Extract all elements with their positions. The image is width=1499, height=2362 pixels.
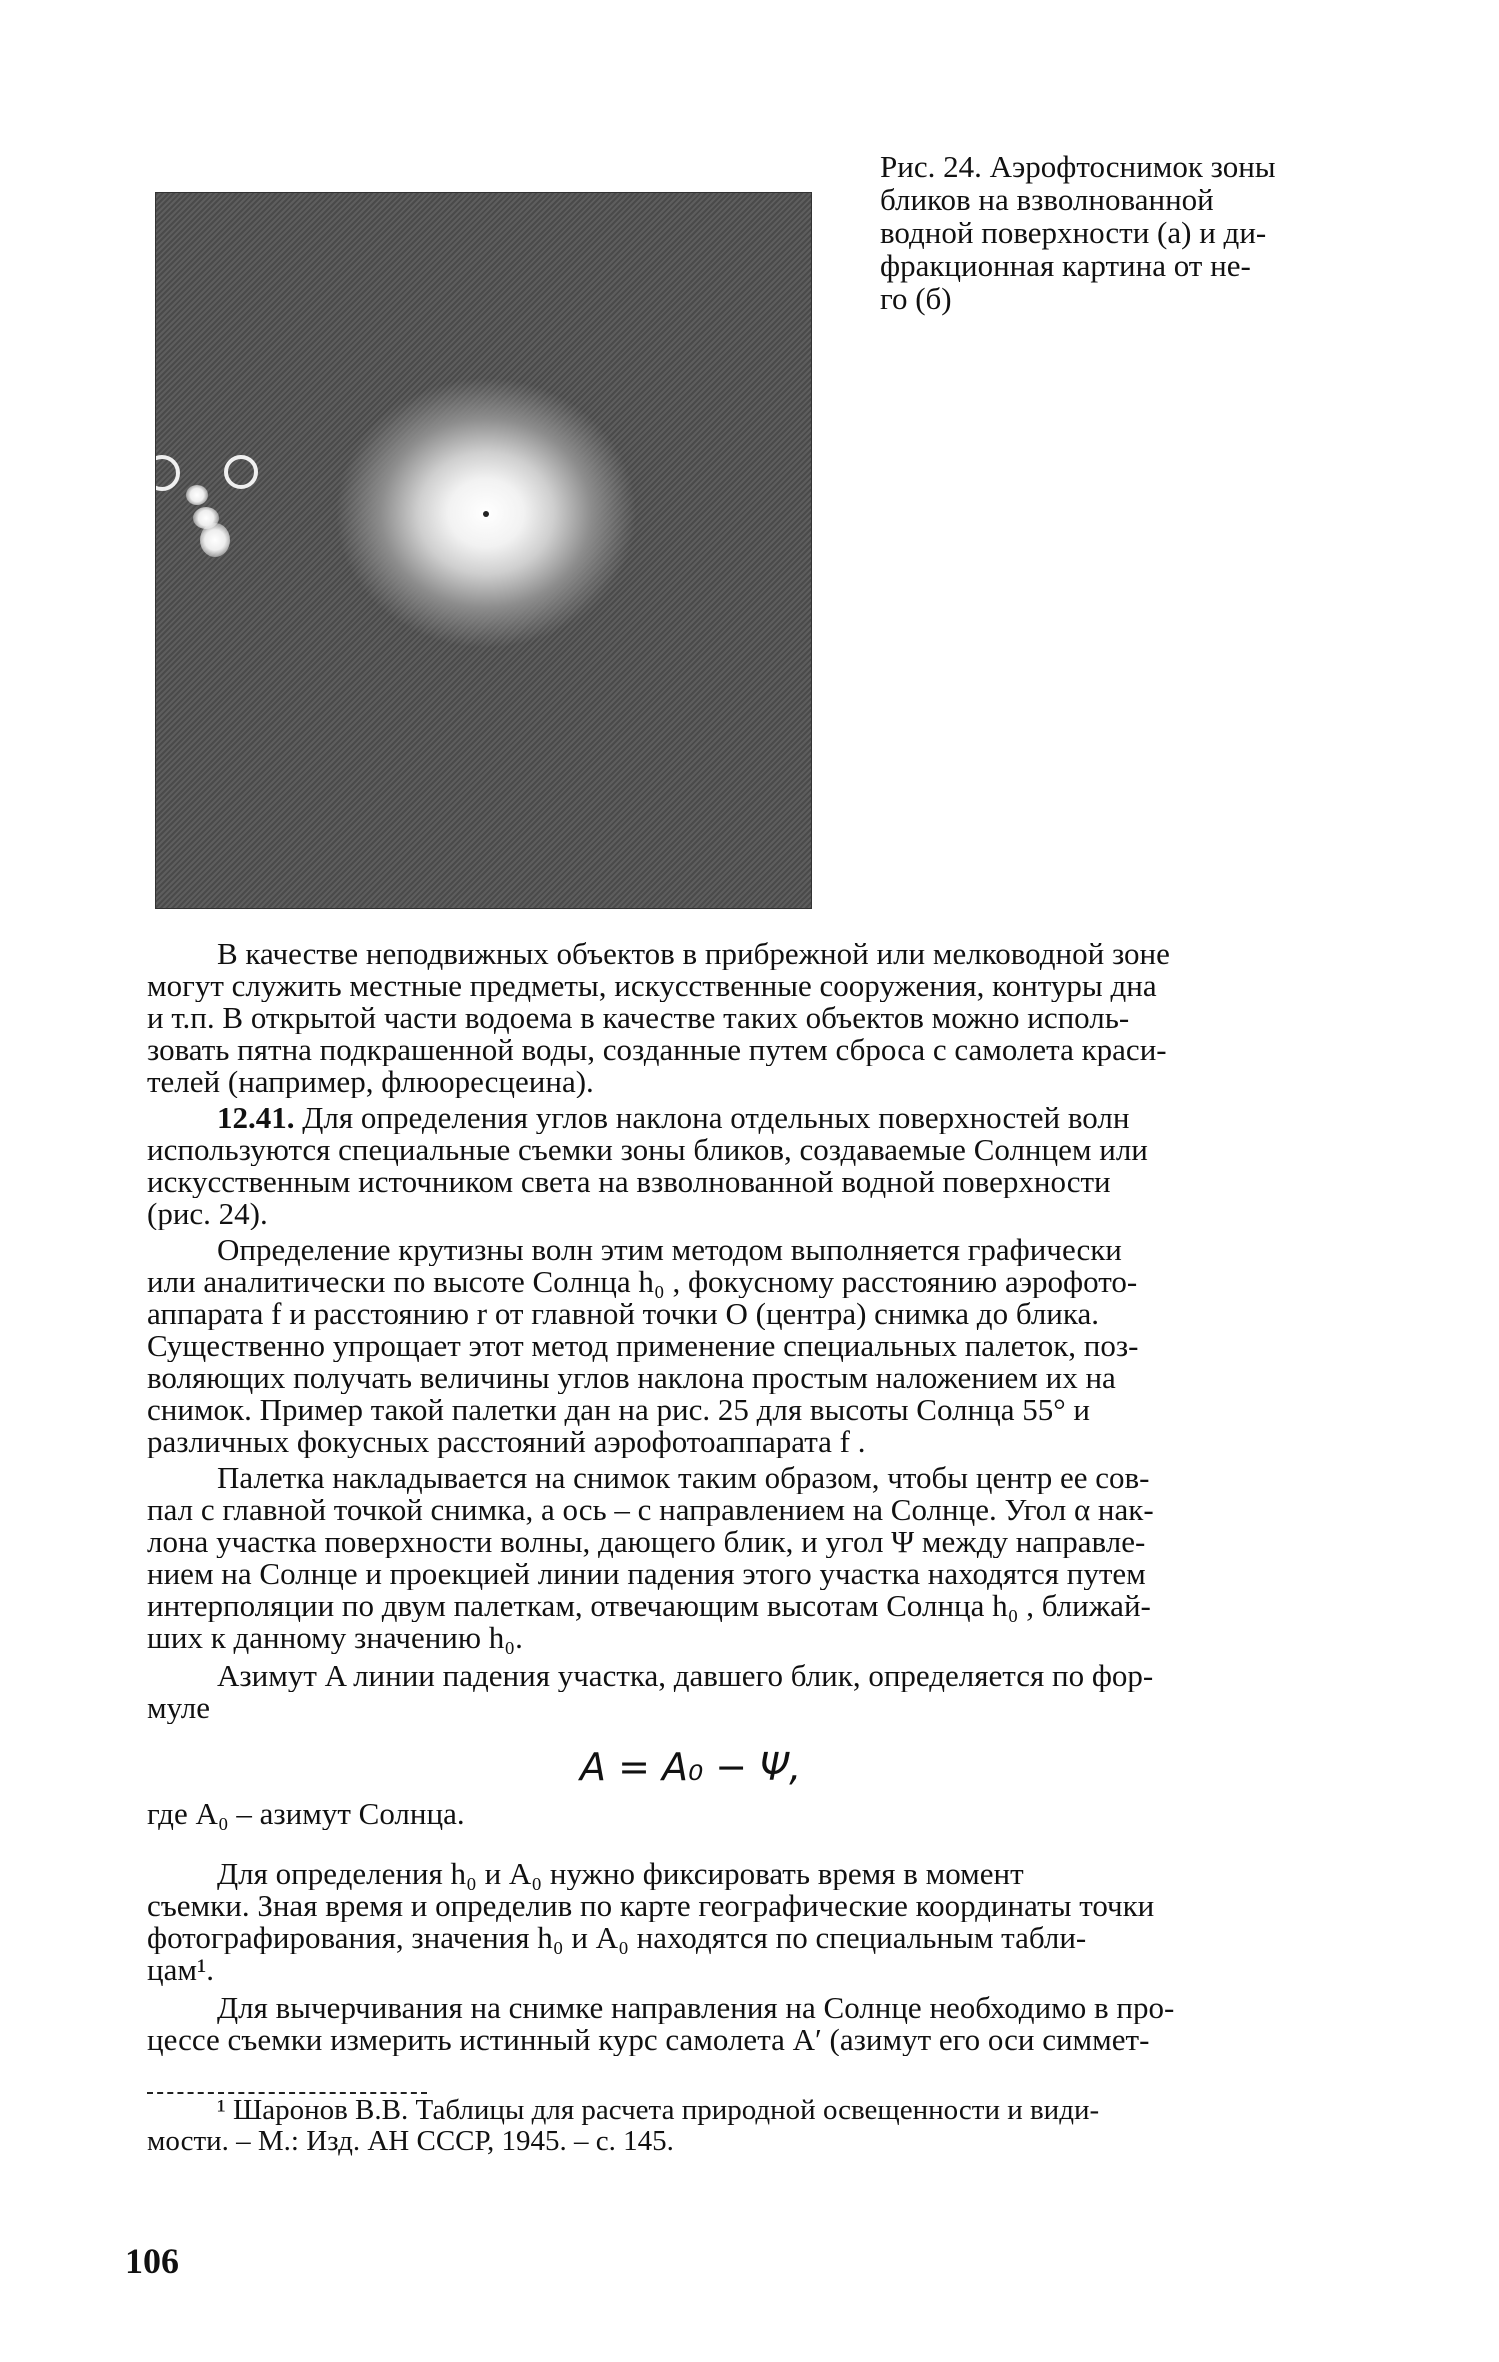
text-line: Палетка накладывается на снимок таким образом, чтобы центр ее сов- [217,1462,1150,1494]
paragraph-12-41 [147,1102,1360,1230]
text-line: Для определения h₀ и A₀ нужно фиксировать время в момент [217,1858,1024,1890]
photo-center-point [483,511,489,517]
caption-line: водной поверхности (а) и ди- [880,215,1267,250]
paragraph-course [147,1992,1360,2056]
page-number: 106 [125,2241,179,2281]
text-line: Существенно упрощает этот метод применение специальных палеток, поз- [147,1330,1139,1362]
section-number: 12.41. [217,1102,295,1134]
text-line: цам¹. [147,1954,215,1986]
footnote-line: мости. – М.: Изд. АН СССР, 1945. – с. 145. [147,2126,674,2157]
text-line: могут служить местные предметы, искусственные сооружения, контуры дна [147,970,1157,1002]
text-line: интерполяции по двум палеткам, отвечающим высотам Солнца h₀ , ближай- [147,1590,1151,1622]
text-line: Азимут A линии падения участка, давшего блик, определяется по фор- [217,1660,1154,1692]
paragraph-time [147,1858,1360,1986]
glare-speck [186,485,208,505]
paragraph-azimuth [147,1660,1360,1724]
text-line: воляющих получать величины углов наклона простым наложением их на [147,1362,1116,1394]
text-line: лона участка поверхности волны, дающего блик, и угол Ψ между направле- [147,1526,1146,1558]
aerial-photo-figure [155,192,812,909]
text-line: искусственным источником света на взволнованной водной поверхности [147,1166,1111,1198]
footnote-line: ¹ Шаронов В.В. Таблицы для расчета природной освещенности и види- [217,2095,1100,2126]
text-line [147,1102,1360,1134]
text-line: или аналитически по высоте Солнца h₀ , фокусному расстоянию аэрофото- [147,1266,1138,1298]
caption-line: го (б) [880,281,952,316]
text-line: зовать пятна подкрашенной воды, созданные путем сброса с самолета краси- [147,1034,1167,1066]
azimuth-formula: A = A₀ − Ψ, [580,1745,802,1789]
caption-line: Рис. 24. Аэрофтоснимок зоны [880,149,1276,184]
where-line [147,1798,1360,1830]
paragraph-method [147,1234,1360,1458]
text-line: цессе съемки измерить истинный курс самолета A′ (азимут его оси симмет- [147,2024,1150,2056]
paragraph-template [147,1462,1360,1654]
text-line: В качестве неподвижных объектов в прибрежной или мелководной зоне [217,938,1170,970]
text-line: где A₀ – азимут Солнца. [147,1798,465,1830]
text-line: съемки. Зная время и определив по карте географические координаты точки [147,1890,1155,1922]
glare-ring [155,455,180,491]
text-line: Для вычерчивания на снимке направления на Солнце необходимо в про- [217,1992,1175,2024]
text-line: ших к данному значению h₀. [147,1622,523,1654]
text-line: Для определения углов наклона отдельных поверхностей волн [294,1102,1130,1134]
text-line: нием на Солнце и проекцией линии падения этого участка находятся путем [147,1558,1146,1590]
text-line: различных фокусных расстояний аэрофотоаппарата f . [147,1426,866,1458]
figure-caption [880,150,1350,315]
text-line: фотографирования, значения h₀ и A₀ находятся по специальным табли- [147,1922,1087,1954]
text-line: телей (например, флюоресцеина). [147,1066,594,1098]
text-line: аппарата f и расстоянию r от главной точки О (центра) снимка до блика. [147,1298,1099,1330]
text-line: муле [147,1692,210,1724]
caption-line: бликов на взволнованной [880,182,1214,217]
glare-ring [224,455,258,489]
text-line: Определение крутизны волн этим методом выполняется графически [217,1234,1122,1266]
text-line: и т.п. В открытой части водоема в качестве таких объектов можно исполь- [147,1002,1130,1034]
footnote [147,2095,1360,2157]
text-line: пал с главной точкой снимка, а ось – с направлением на Солнце. Угол α нак- [147,1494,1154,1526]
caption-line: фракционная картина от не- [880,248,1251,283]
text-line: используются специальные съемки зоны бликов, создаваемые Солнцем или [147,1134,1148,1166]
paragraph-fixed-objects [147,938,1360,1098]
glare-speck [200,523,230,557]
footnote-divider [147,2092,427,2094]
text-line: (рис. 24). [147,1198,268,1230]
text-line: снимок. Пример такой палетки дан на рис. 25 для высоты Солнца 55° и [147,1394,1090,1426]
